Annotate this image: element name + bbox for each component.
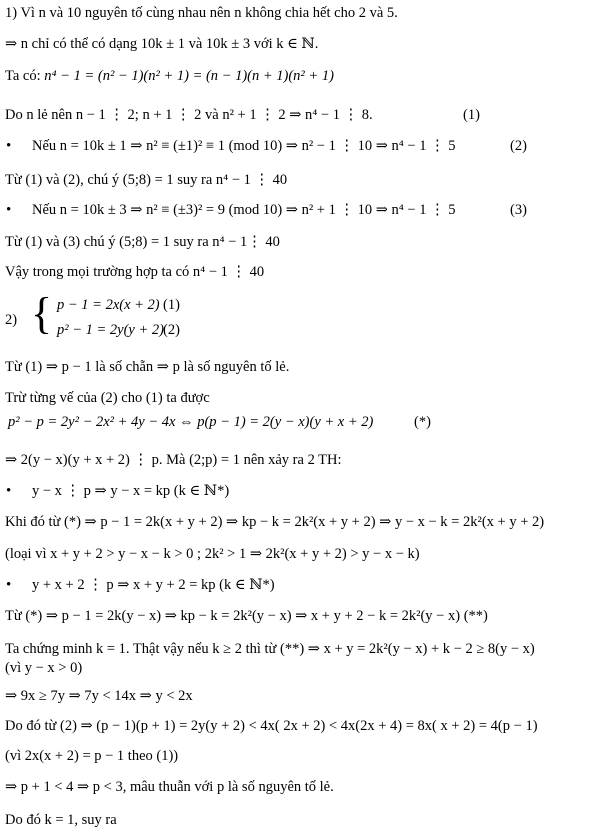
system-tag-1: (1)	[163, 297, 180, 313]
bullet-icon: •	[6, 138, 12, 154]
line-7-case-2: Nếu n = 10k ± 3 ⇒ n² ≡ (±3)² = 9 (mod 10) ⇒ n² + 1 ⋮ 10 ⇒ n⁴ − 1 ⋮ 5	[32, 202, 456, 218]
ta-co-label: Ta có:	[5, 68, 45, 84]
system-tag-2: (2)	[163, 322, 180, 338]
line-8-conclusion-2: Từ (1) và (3) chú ý (5;8) = 1 suy ra n⁴ − 1⋮ 40	[5, 234, 280, 250]
line-13-equation: p² − p = 2y² − 2x² + 4y − 4x ⇔ p(p − 1) = 2(y − x)(y + x + 2)	[8, 414, 374, 430]
line-18-case-b: y + x + 2 ⋮ p ⇒ x + y + 2 = kp (k ∈ ℕ*)	[32, 577, 275, 593]
tag-3: (3)	[510, 202, 527, 218]
line-17: (loại vì x + y + 2 > y − x − k > 0 ; 2k² > 1 ⇒ 2k²(x + y + 2) > y − x − k)	[5, 546, 420, 562]
line-15-case-a: y − x ⋮ p ⇒ y − x = kp (k ∈ ℕ*)	[32, 483, 230, 499]
line-19: Từ (*) ⇒ p − 1 = 2k(y − x) ⇒ kp − k = 2k²(y − x) ⇒ x + y + 2 − k = 2k²(y − x) (**)	[5, 608, 488, 624]
tag-2: (2)	[510, 138, 527, 154]
line-6-conclusion-1: Từ (1) và (2), chú ý (5;8) = 1 suy ra n⁴ − 1 ⋮ 40	[5, 172, 288, 188]
bullet-icon: •	[6, 483, 12, 499]
line-1-intro: 1) Vì n và 10 nguyên tố cùng nhau nên n không chia hết cho 2 và 5.	[5, 5, 398, 21]
line-26: Do đó k = 1, suy ra	[5, 812, 117, 828]
line-25: ⇒ p + 1 < 4 ⇒ p < 3, mâu thuẫn với p là số nguyên tố lẻ.	[5, 779, 334, 795]
system-eq-2: p² − 1 = 2y(y + 2)	[57, 322, 164, 338]
line-14: ⇒ 2(y − x)(y + x + 2) ⋮ p. Mà (2;p) = 1 nên xảy ra 2 TH:	[5, 452, 342, 468]
system-eq-1: p − 1 = 2x(x + 2)	[57, 297, 160, 313]
brace-icon: {	[31, 289, 53, 338]
tag-1: (1)	[463, 107, 480, 123]
line-2-forms: ⇒ n chỉ có thể có dạng 10k ± 1 và 10k ± 3 với k ∈ ℕ.	[5, 36, 319, 52]
factorization-formula: n⁴ − 1 = (n² − 1)(n² + 1) = (n − 1)(n + 1)(n² + 1)	[44, 68, 334, 84]
line-4-divisible-8: Do n lẻ nên n − 1 ⋮ 2; n + 1 ⋮ 2 và n² + 1 ⋮ 2 ⇒ n⁴ − 1 ⋮ 8.	[5, 107, 373, 123]
line-24: (vì 2x(x + 2) = p − 1 theo (1))	[5, 748, 179, 764]
line-3-factorization	[5, 68, 334, 85]
line-9-final: Vậy trong mọi trường hợp ta có n⁴ − 1 ⋮ 40	[5, 264, 265, 280]
line-20: Ta chứng minh k = 1. Thật vậy nếu k ≥ 2 thì từ (**) ⇒ x + y = 2k²(y − x) + k − 2 ≥ 8(y − x)	[5, 641, 535, 657]
line-21: (vì y − x > 0)	[5, 660, 83, 676]
part-2-label: 2)	[5, 312, 18, 328]
line-5-case-1: Nếu n = 10k ± 1 ⇒ n² ≡ (±1)² ≡ 1 (mod 10) ⇒ n² − 1 ⋮ 10 ⇒ n⁴ − 1 ⋮ 5	[32, 138, 456, 154]
line-23: Do đó từ (2) ⇒ (p − 1)(p + 1) = 2y(y + 2) < 4x( 2x + 2) < 4x(2x + 4) = 8x( x + 2) = 4(p − 1)	[5, 718, 538, 734]
bullet-icon: •	[6, 577, 12, 593]
line-22: ⇒ 9x ≥ 7y ⇒ 7y < 14x ⇒ y < 2x	[5, 688, 193, 704]
line-16: Khi đó từ (*) ⇒ p − 1 = 2k(x + y + 2) ⇒ kp − k = 2k²(x + y + 2) ⇒ y − x − k = 2k²(x + y + 2)	[5, 514, 545, 530]
line-11: Từ (1) ⇒ p − 1 là số chẵn ⇒ p là số nguyên tố lẻ.	[5, 359, 290, 375]
tag-star: (*)	[414, 414, 431, 430]
bullet-icon: •	[6, 202, 12, 218]
line-12: Trừ từng vế của (2) cho (1) ta được	[5, 390, 210, 406]
